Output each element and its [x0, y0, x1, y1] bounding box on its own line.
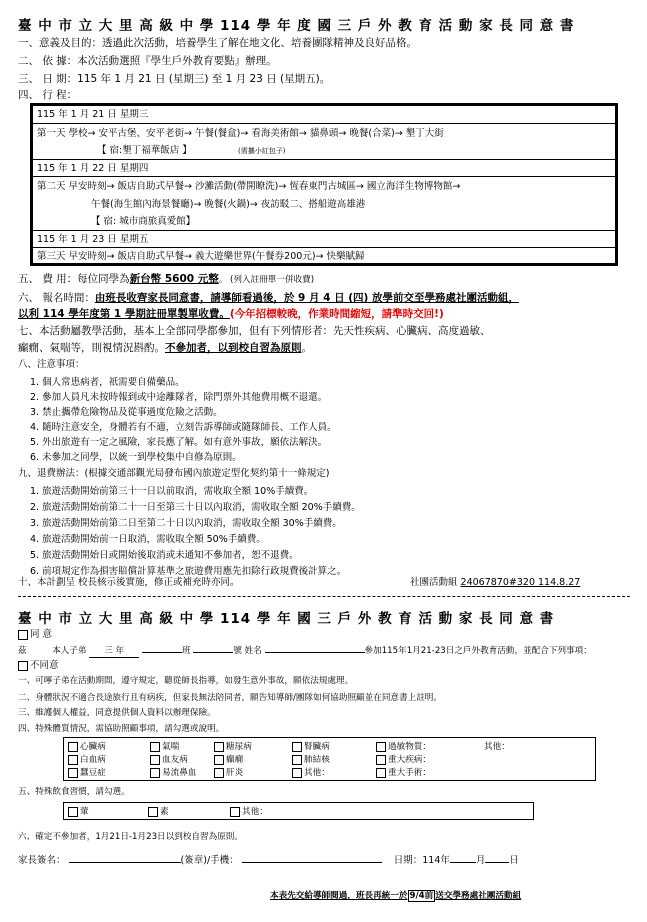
- diet-checkbox[interactable]: [68, 807, 78, 817]
- itinerary-day1-date: 115 年 1 月 21 日 星期三: [37, 109, 149, 120]
- itinerary-day2-route-2: 午餐(海生館內海景餐廳)→ 晚餐(火鍋)→ 夜訪駁二、搭船遊高雄港: [91, 199, 366, 210]
- health-option-label: 血友病: [162, 755, 188, 765]
- name-field[interactable]: [265, 652, 365, 653]
- footer-text: 本表先交給導師閱過，班長再統一於: [270, 891, 408, 901]
- health-checkbox[interactable]: [150, 768, 160, 778]
- section-registration: [18, 291, 519, 305]
- health-option-label: 腎臟病: [304, 742, 330, 752]
- health-option[interactable]: [376, 767, 431, 779]
- health-option-label: 肝炎: [226, 768, 244, 778]
- health-option-label: 重大手術：: [388, 768, 431, 778]
- health-option[interactable]: [68, 767, 106, 779]
- itinerary-day3-route: 第三天 早安時刻→ 飯店自助式早餐→ 義大遊樂世界(午餐券200元)→ 快樂賦歸: [37, 251, 365, 262]
- registration-line2: [18, 307, 444, 321]
- footer-deadline: 9/4前: [409, 891, 434, 901]
- refund-item: 2. 旅遊活動開始前第二十一日至第三十日以內取消，需收取全額 20%手續費。: [30, 502, 361, 513]
- health-option[interactable]: [150, 767, 196, 779]
- health-option[interactable]: [484, 741, 510, 753]
- refund-item: 3. 旅遊活動開始前第二日至第二十日以內取消，需收取全額 30%手續費。: [30, 518, 342, 529]
- health-option[interactable]: [214, 741, 252, 753]
- health-checkbox[interactable]: [376, 768, 386, 778]
- health-option-label: 其他：: [484, 742, 510, 752]
- health-option[interactable]: [214, 767, 243, 779]
- health-checkbox[interactable]: [292, 755, 302, 765]
- diet-option-label: 葷: [80, 807, 89, 817]
- date-year-label: 日期：114年: [393, 855, 450, 866]
- date-day-label: 日: [509, 855, 519, 866]
- document-number-value: 24067870#320 114.8.27: [460, 577, 581, 588]
- health-checkbox[interactable]: [214, 755, 224, 765]
- health-option[interactable]: [150, 741, 179, 753]
- notes-item: 2. 參加人員凡未按時報到或中途離隊者，除門票外其他費用概不退還。: [30, 392, 328, 403]
- form-item-2: 二、身體狀況不適合長途旅行且有病疾，但家長無法陪同者，願告知導師/團隊如何協助照顧並在同意書上註明。: [18, 693, 442, 703]
- health-option-label: 過敏物質：: [388, 742, 431, 752]
- health-checkbox[interactable]: [292, 742, 302, 752]
- number-field[interactable]: [193, 652, 233, 653]
- health-checkbox[interactable]: [68, 755, 78, 765]
- refund-item: 5. 旅遊活動開始日或開始後取消或未通知不參加者，恕不退費。: [30, 550, 299, 561]
- itinerary-day1-route: 第一天 學校→ 安平古堡、安平老街→ 午餐(餐盒)→ 看海美術館→ 貓鼻頭→ 晚餐(合菜)→ 墾丁大街: [37, 128, 444, 139]
- notes-item: 6. 未參加之同學，以統一到學校集中自修為原則。: [30, 452, 242, 463]
- health-condition-box: [63, 737, 596, 781]
- student-info-suffix: 參加115年1月21-23日之戶外教育活動，並配合下列事項：: [364, 646, 592, 656]
- section-basis: 二、 依 據：本次活動選照『學生戶外教育要點』辦理。: [18, 55, 277, 67]
- section-notes-title: 八、注意事項：: [18, 359, 85, 370]
- health-option[interactable]: [292, 741, 330, 753]
- health-option-label: 心臟病: [80, 742, 106, 752]
- registration-warning: (今年招標較晚，作業時間縮短，請準時交回!): [229, 308, 444, 320]
- section-purpose: 一、意義及目的：透過此次活動，培養學生了解在地文化、培養團隊精神及良好品格。: [18, 37, 417, 49]
- diet-checkbox[interactable]: [230, 807, 240, 817]
- section-itinerary-label: 四、 行 程：: [18, 89, 78, 101]
- disagree-option[interactable]: [18, 659, 59, 672]
- document-number-label: 社團活動組: [410, 577, 458, 588]
- participation-conditions: 癲癇、氣喘等，則視情況斟酌。: [18, 342, 165, 354]
- health-option-label: 重大疾病：: [388, 755, 431, 765]
- class-label: 班: [181, 646, 191, 656]
- diet-option[interactable]: [68, 806, 89, 818]
- signature-label: 家長簽名：: [18, 855, 66, 866]
- section-fee: [18, 272, 314, 286]
- health-checkbox[interactable]: [68, 768, 78, 778]
- student-info-label: 本人子弟: [52, 646, 87, 656]
- health-option-label: 肺結核: [304, 755, 330, 765]
- grade-field[interactable]: [89, 645, 139, 658]
- notes-item: 4. 隨時注意安全，身體若有不適，立刻告訴導師或隨隊師長、工作人員。: [30, 422, 337, 433]
- health-option-label: 易流鼻血: [162, 768, 197, 778]
- notes-item: 3. 禁止攜帶危險物品及從事過度危險之活動。: [30, 407, 223, 418]
- health-checkbox[interactable]: [292, 768, 302, 778]
- participation-end: 。: [301, 342, 312, 354]
- itinerary-day2-hotel: 【 宿: 城市商旅真愛館】: [91, 216, 196, 227]
- form-title: 臺 中 市 立 大 里 高 級 中 學 114 學 年 國 三 戶 外 教 育 活 動 家 長 同 意 書: [18, 611, 555, 627]
- agree-option[interactable]: [18, 628, 52, 641]
- section-refund-title: 九、退費辦法：(根據交通部觀光局發布國內旅遊定型化契約第十一條規定): [18, 468, 330, 479]
- fee-label: 五、 費 用：每位同學為: [18, 273, 130, 285]
- day-field[interactable]: [485, 862, 509, 863]
- health-option[interactable]: [376, 754, 431, 766]
- grade-value: 三 年: [104, 646, 125, 656]
- diet-option[interactable]: [230, 806, 268, 818]
- disagree-label: 不同意: [30, 660, 59, 671]
- health-option[interactable]: [376, 741, 431, 753]
- disagree-checkbox[interactable]: [18, 661, 28, 671]
- health-option[interactable]: [214, 754, 243, 766]
- refund-item: 4. 旅遊活動開始前一日取消，需收取全額 50%手續費。: [30, 534, 266, 545]
- section-date: 三、 日 期：115 年 1 月 21 日 (星期三) 至 1 月 23 日 (星期五)。: [18, 73, 331, 85]
- month-field[interactable]: [450, 862, 476, 863]
- signature-line: [18, 854, 519, 867]
- health-checkbox[interactable]: [214, 742, 224, 752]
- itinerary-day1-row: [33, 123, 615, 160]
- itinerary-day3-row: [33, 247, 615, 264]
- footer-note: [270, 890, 521, 902]
- section-participation-2: [18, 341, 312, 355]
- form-item-6: 六、確定不參加者，1月21日-1月23日以到校自習為原則。: [18, 832, 243, 842]
- itinerary-day2-row: [33, 176, 615, 231]
- itinerary-day2-date: 115 年 1 月 22 日 星期四: [37, 163, 149, 174]
- health-checkbox[interactable]: [68, 742, 78, 752]
- footer-destination: 送交學務處社團活動組: [435, 891, 522, 901]
- health-option-label: 氣喘: [162, 742, 180, 752]
- form-item-1: 一、可嚀子弟在活動期間，遵守規定，聽從師長指導，如發生意外事故，願依法規處理。: [18, 676, 354, 686]
- health-option-label: 其他：: [304, 768, 330, 778]
- date-month-label: 月: [475, 855, 486, 866]
- form-item-3: 三、維護個人權益，同意提供個人資料以辦理保險。: [18, 708, 216, 718]
- health-option[interactable]: [292, 754, 330, 766]
- agree-label: 同 意: [30, 629, 53, 640]
- itinerary-day3-date: 115 年 1 月 23 日 星期五: [37, 234, 149, 245]
- health-checkbox[interactable]: [214, 768, 224, 778]
- health-option-label: 癲癇: [226, 755, 244, 765]
- agree-checkbox[interactable]: [18, 630, 28, 640]
- refund-item: 1. 旅遊活動開始前第三十一日以前取消，需收取全額 10%手續費。: [30, 486, 314, 497]
- student-info-prefix: 茲: [18, 646, 27, 656]
- refund-item: 6. 前項規定作為損害賠償計算基準之旅遊費用應先扣除行政規費後計算之。: [30, 566, 347, 577]
- itinerary-day2-date-row: [33, 159, 615, 177]
- participation-text: 七、本活動屬教學活動，基本上全部同學都參加，但有下列情形者：先天性疾病、心臟病、高度過敏、: [18, 325, 491, 337]
- health-checkbox[interactable]: [150, 755, 160, 765]
- health-option-label: 糖尿病: [226, 742, 252, 752]
- health-checkbox[interactable]: [376, 755, 386, 765]
- phone-label: (簽章)/手機：: [180, 855, 239, 866]
- document-title: 臺 中 市 立 大 里 高 級 中 學 114 學 年 度 國 三 戶 外 教 育 活 動 家 長 同 意 書: [18, 18, 575, 34]
- form-item-4: 四、特殊體質情況，需協助照顧事項，請勾選或說明。: [18, 724, 225, 734]
- health-checkbox[interactable]: [376, 742, 386, 752]
- phone-field[interactable]: [242, 862, 382, 863]
- registration-label: 六、 報名時間：: [18, 292, 95, 304]
- section-participation-1: [18, 324, 491, 338]
- itinerary-day3-date-row: [33, 230, 615, 248]
- health-option[interactable]: [292, 767, 330, 779]
- registration-semester: 以利 114 學年度第 1 學期註冊單製單收費。: [18, 308, 230, 320]
- fee-amount: 新台幣 5600 元整: [129, 273, 219, 285]
- cut-line: [18, 596, 630, 597]
- form-item-5: 五、特殊飲食習慣，請勾選。: [18, 787, 130, 797]
- signature-field[interactable]: [69, 862, 181, 863]
- health-option[interactable]: [68, 754, 106, 766]
- participation-rule: 不參加者，以到校自習為原則: [165, 342, 302, 354]
- student-info-line: [18, 645, 592, 658]
- section-approval: 十、本計劃呈 校長核示後實施，修正或補充時亦同。: [18, 577, 240, 588]
- document-number: [410, 576, 580, 589]
- itinerary-day2-route-1: 第二天 早安時刻→ 飯店自助式早餐→ 沙灘活動(帶開瞭洗)→ 恆春東門古城區→ 國立海洋生物博物館→: [37, 181, 461, 192]
- itinerary-day1-hotel-note: (需攜小紅包子): [238, 147, 286, 155]
- notes-item: 5. 外出旅遊有一定之風險，家長應了解。如有意外事故，願依法解決。: [30, 437, 328, 448]
- health-option-label: 蠶豆症: [80, 768, 106, 778]
- registration-instruction: 由班長收齊家長同意書，請導師看過後，於 9 月 4 日 (四) 放學前交至學務處社團活動組，: [94, 292, 519, 304]
- health-option[interactable]: [150, 754, 188, 766]
- diet-option[interactable]: [148, 806, 169, 818]
- itinerary-day1-date-row: [33, 106, 615, 123]
- itinerary-day1-hotel: 【 宿:墾丁福華飯店 】: [97, 145, 192, 156]
- itinerary-table: [30, 103, 618, 266]
- name-label: 號 姓名: [233, 646, 262, 656]
- diet-option-label: 素: [160, 807, 169, 817]
- health-option-label: 白血病: [80, 755, 106, 765]
- diet-box: [63, 802, 534, 820]
- diet-option-label: 其他：: [242, 807, 268, 817]
- health-checkbox[interactable]: [150, 742, 160, 752]
- health-option[interactable]: [68, 741, 106, 753]
- fee-note: 。 (列入註冊單一併收費): [218, 275, 315, 285]
- notes-item: 1. 個人常患病者，祇需要自備藥品。: [30, 377, 185, 388]
- diet-checkbox[interactable]: [148, 807, 158, 817]
